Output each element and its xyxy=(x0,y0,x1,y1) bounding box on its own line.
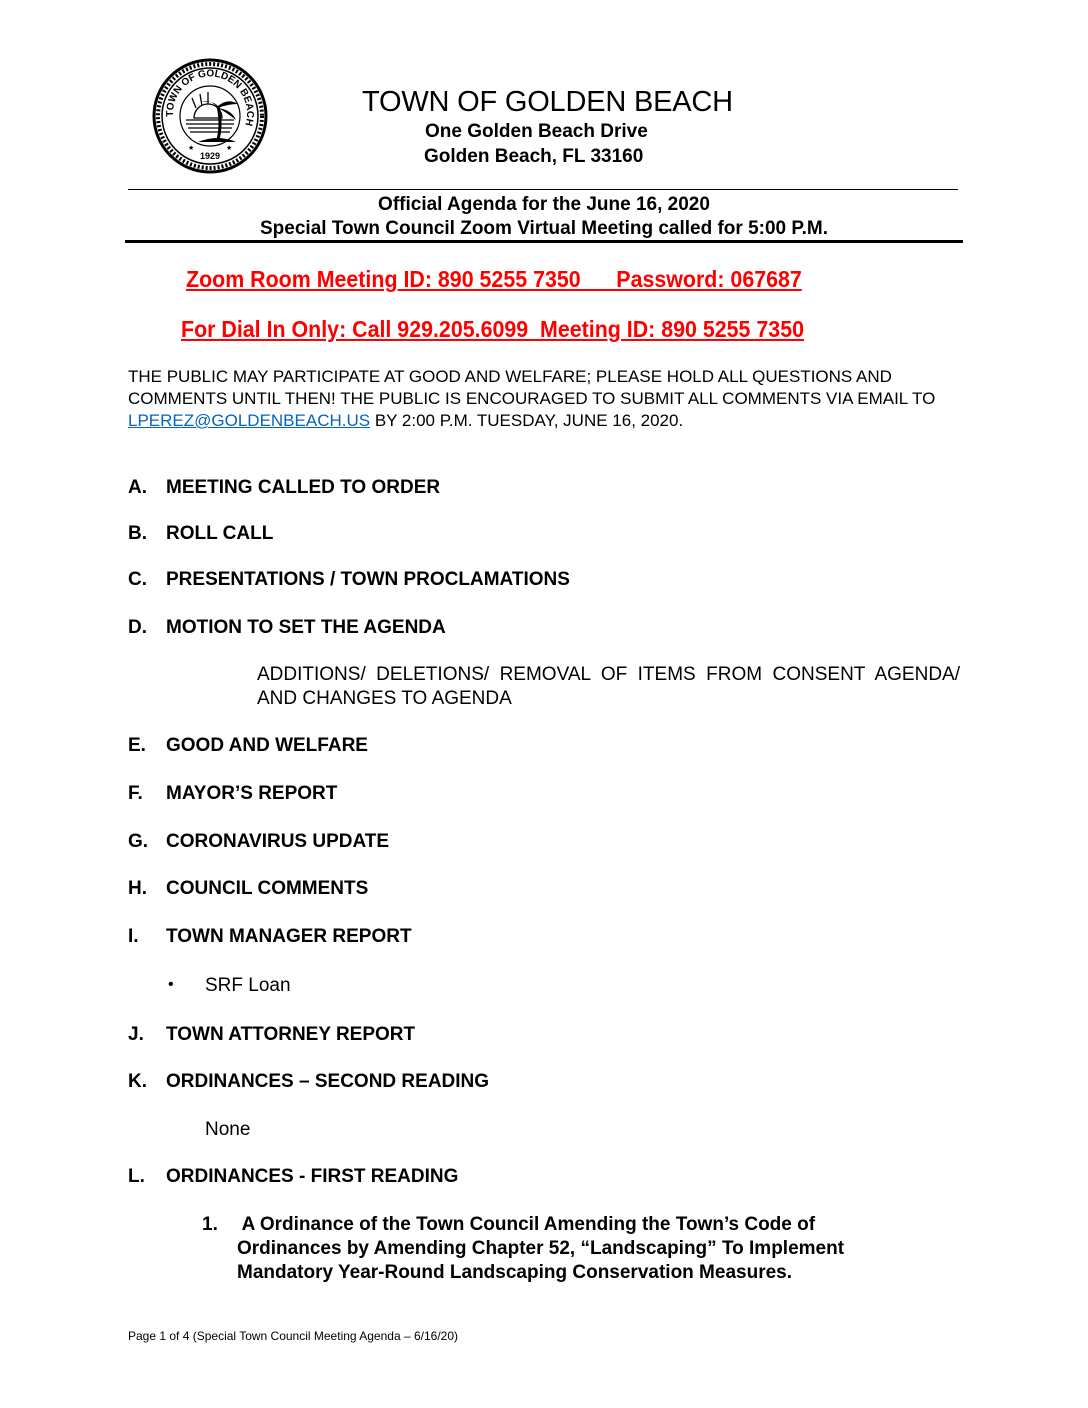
item-letter: I. xyxy=(128,926,139,947)
agenda-item-g xyxy=(128,831,389,853)
ordinance-line-3: Mandatory Year-Round Landscaping Conservation Measures. xyxy=(237,1262,792,1283)
item-letter: D. xyxy=(128,617,147,638)
dial-in-info: For Dial In Only: Call 929.205.6099 Meeting ID: 890 5255 7350 xyxy=(181,316,804,342)
item-letter: K. xyxy=(128,1071,147,1092)
svg-text:★: ★ xyxy=(188,145,195,152)
public-notice xyxy=(128,366,958,432)
agenda-item-a xyxy=(128,477,440,499)
item-label: GOOD AND WELFARE xyxy=(166,735,368,756)
item-label: MOTION TO SET THE AGENDA xyxy=(166,617,446,638)
agenda-item-i xyxy=(128,926,412,948)
item-label: TOWN MANAGER REPORT xyxy=(166,926,412,947)
town-seal-icon xyxy=(152,58,268,174)
agenda-item-d xyxy=(128,617,446,639)
svg-text:1929: 1929 xyxy=(199,151,221,161)
notice-text-after: BY 2:00 P.M. TUESDAY, JUNE 16, 2020. xyxy=(370,411,684,430)
address-line-2: Golden Beach, FL 33160 xyxy=(424,146,644,167)
agenda-item-h xyxy=(128,878,368,900)
item-label: TOWN ATTORNEY REPORT xyxy=(166,1024,416,1045)
header-divider-thick xyxy=(125,240,963,243)
agenda-item-k xyxy=(128,1071,489,1093)
bullet-icon: • xyxy=(168,976,174,993)
item-label: ORDINANCES - FIRST READING xyxy=(166,1166,459,1187)
item-label: MAYOR’S REPORT xyxy=(166,783,338,804)
agenda-item-e xyxy=(128,735,368,757)
item-label: MEETING CALLED TO ORDER xyxy=(166,477,441,498)
agenda-heading-line-2: Special Town Council Zoom Virtual Meeting called for 5:00 P.M. xyxy=(260,218,828,239)
agenda-item-f xyxy=(128,783,337,805)
manager-report-bullet-item: SRF Loan xyxy=(205,975,291,996)
item-label: ORDINANCES – SECOND READING xyxy=(166,1071,490,1092)
agenda-item-b xyxy=(128,523,273,545)
ordinance-line-2: Ordinances by Amending Chapter 52, “Landscaping” To Implement xyxy=(237,1238,845,1259)
ordinance-number: 1. xyxy=(202,1214,218,1235)
item-letter: C. xyxy=(128,569,147,590)
item-label: ROLL CALL xyxy=(166,523,274,544)
svg-text:★: ★ xyxy=(226,145,233,152)
notice-text-before: THE PUBLIC MAY PARTICIPATE AT GOOD AND WELFARE; PLEASE HOLD ALL QUESTIONS AND COMMENTS UNTIL THEN! THE PUBLIC IS ENCOURAGED TO SUBMIT ALL COMMENTS VIA EMAIL TO xyxy=(128,367,936,408)
item-letter: E. xyxy=(128,735,146,756)
address-line-1: One Golden Beach Drive xyxy=(425,121,648,142)
page-footer: Page 1 of 4 (Special Town Council Meeting Agenda – 6/16/20) xyxy=(128,1329,458,1343)
first-reading-ordinance-1 xyxy=(202,1213,844,1285)
agenda-heading-line-1: Official Agenda for the June 16, 2020 xyxy=(378,194,710,215)
item-label: COUNCIL COMMENTS xyxy=(166,878,369,899)
item-letter: G. xyxy=(128,831,149,852)
motion-detail: ADDITIONS/ DELETIONS/ REMOVAL OF ITEMS FROM CONSENT AGENDA/ AND CHANGES TO AGENDA xyxy=(257,664,960,709)
item-letter: L. xyxy=(128,1166,145,1187)
header-divider-thin xyxy=(128,189,958,190)
zoom-meeting-info: Zoom Room Meeting ID: 890 5255 7350 Password: 067687 xyxy=(186,266,802,292)
email-link[interactable]: LPEREZ@GOLDENBEACH.US xyxy=(128,411,371,430)
agenda-item-c xyxy=(128,569,570,591)
second-reading-detail: None xyxy=(205,1119,251,1140)
item-letter: B. xyxy=(128,523,147,544)
agenda-item-j xyxy=(128,1024,415,1046)
item-letter: H. xyxy=(128,878,147,899)
ordinance-line-1: A Ordinance of the Town Council Amending the Town’s Code of xyxy=(237,1214,816,1235)
item-letter: J. xyxy=(128,1024,144,1045)
town-seal-logo xyxy=(152,58,268,174)
item-letter: F. xyxy=(128,783,143,804)
svg-text:TOWN OF GOLDEN BEACH: TOWN OF GOLDEN BEACH xyxy=(164,68,256,127)
item-letter: A. xyxy=(128,477,147,498)
item-label: CORONAVIRUS UPDATE xyxy=(166,831,390,852)
item-label: PRESENTATIONS / TOWN PROCLAMATIONS xyxy=(166,569,570,590)
page-title: TOWN OF GOLDEN BEACH xyxy=(362,86,733,118)
agenda-item-l xyxy=(128,1166,458,1188)
